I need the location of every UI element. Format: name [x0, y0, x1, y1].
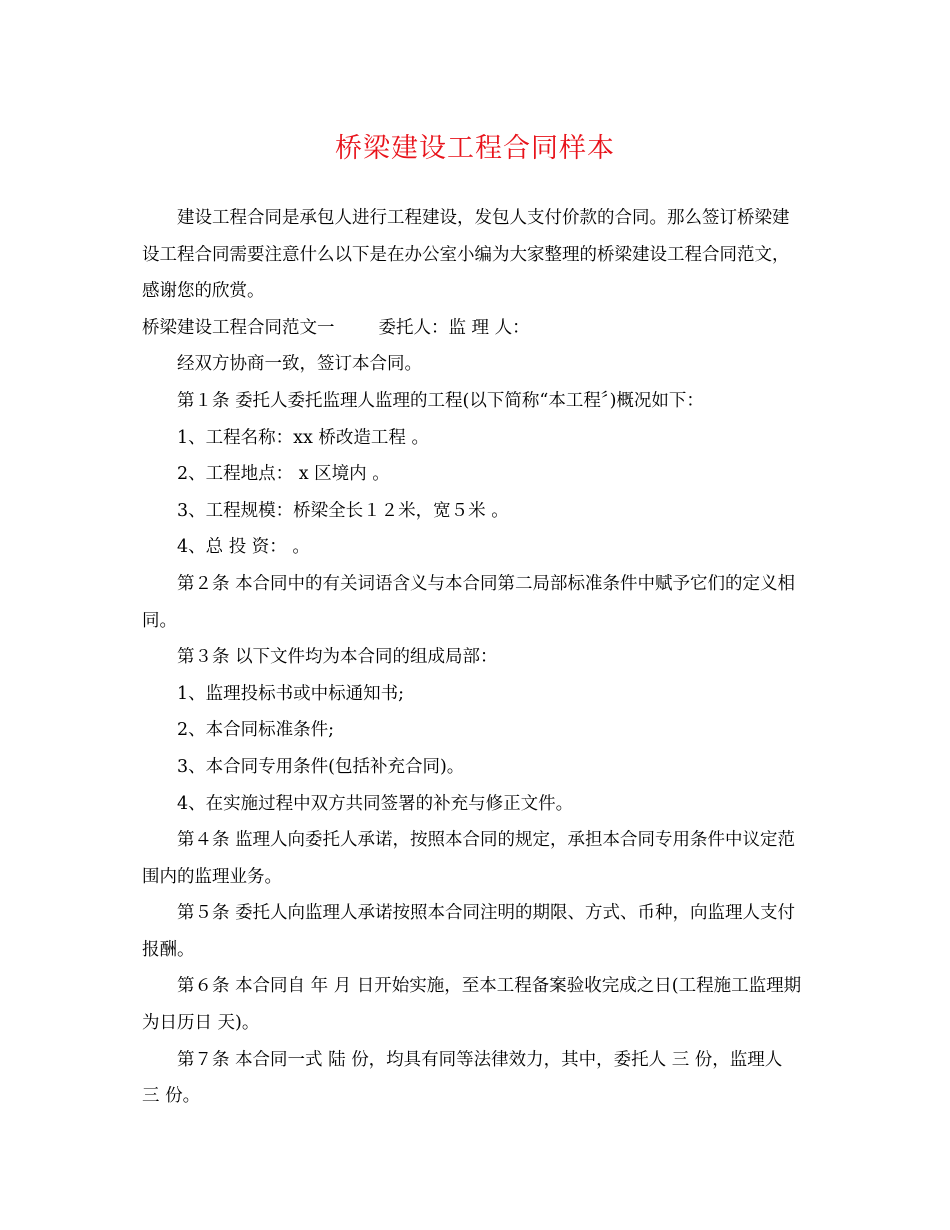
- intro-paragraph: 建设工程合同是承包人进行工程建设，发包人支付价款的合同。那么签订桥梁建设工程合同需要注意什么以下是在办公室小编为大家整理的桥梁建设工程合同范文，感谢您的欣赏。: [142, 208, 790, 302]
- document-body: [142, 200, 802, 1115]
- paragraph: 4、总 投 资： 。: [177, 537, 310, 558]
- paragraph: 1、监理投标书或中标通知书;: [177, 683, 405, 704]
- paragraph: 2、本合同标准条件;: [177, 720, 335, 741]
- section-heading: 桥梁建设工程合同范文一: [142, 317, 335, 338]
- paragraph: 第１条 委托人委托监理人监理的工程(以下简称“本工程〞)概况如下：: [177, 390, 704, 411]
- paragraph: 经双方协商一致，签订本合同。: [177, 354, 422, 375]
- paragraph: 4、在实施过程中双方共同签署的补充与修正文件。: [177, 793, 574, 814]
- paragraph: 1、工程名称：xx 桥改造工程 。: [177, 427, 429, 448]
- paragraph: 第５条 委托人向监理人承诺按照本合同注明的期限、方式、币种，向监理人支付报酬。: [142, 903, 796, 960]
- paragraph: 第６条 本合同自 年 月 日开始实施，至本工程备案验收完成之日(工程施工监理期为日历日 天)。: [142, 976, 802, 1034]
- document-title: 桥梁建设工程合同样本: [335, 133, 615, 164]
- paragraph: 2、工程地点： x 区境内 。: [177, 464, 390, 485]
- section-heading-line: [142, 310, 802, 347]
- paragraph: 第４条 监理人向委托人承诺，按照本合同的规定，承担本合同专用条件中议定范围内的监理业务。: [142, 830, 796, 887]
- paragraph: 第７条 本合同一式 陆 份，均具有同等法律效力，其中，委托人 三 份，监理人 三 份。: [142, 1049, 783, 1107]
- paragraph: 第２条 本合同中的有关词语含义与本合同第二局部标准条件中赋予它们的定义相同。: [142, 573, 796, 631]
- section-parties: 委托人：监 理 人：: [378, 317, 530, 338]
- paragraph: 3、本合同专用条件(包括补充合同)。: [177, 756, 465, 777]
- paragraph: 3、工程规模：桥梁全长１２米，宽５米 。: [177, 500, 509, 521]
- paragraph: 第３条 以下文件均为本合同的组成局部：: [177, 647, 498, 668]
